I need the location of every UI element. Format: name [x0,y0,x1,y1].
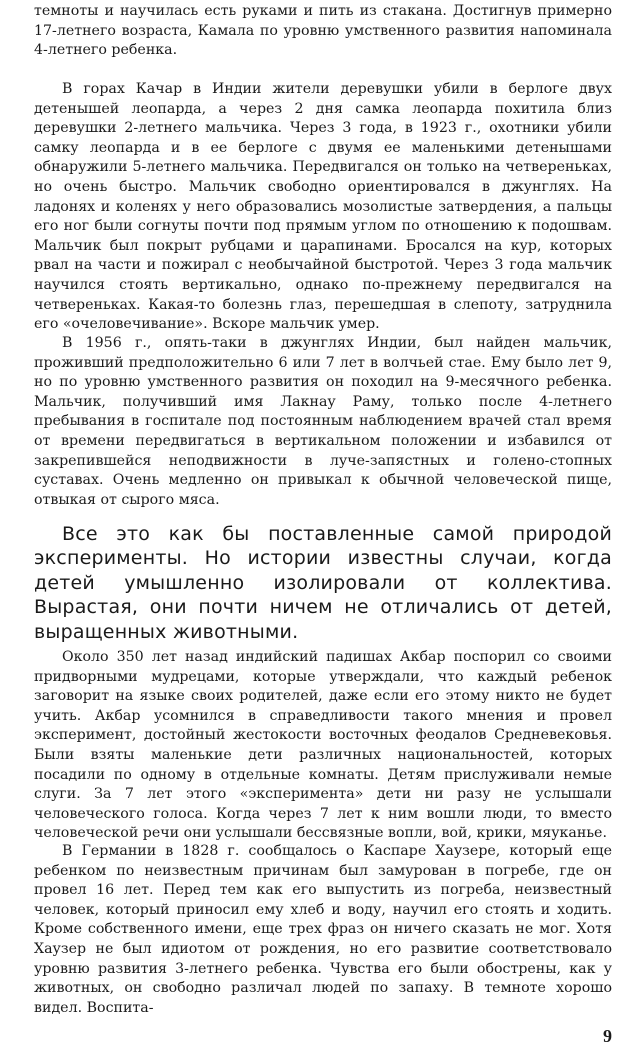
paragraph-kachar-boy: В горах Качар в Индии жители деревушки убили в берлоге двух детенышей леопарда, а через 2 дня самка леопарда похитила близ деревушки 2-летнего мальчика. Через 3 года, в 1923 г., охотники убили самку леопарда и в ее берлоге с двумя ее маленькими детенышами обнаружили 5-летнего мальчика. Передвигался он только на четвереньках, но очень быстро. Мальчик свободно ориентировался в джунглях. На ладонях и коленях у него образовались мозолистые затвердения, а пальцы его ног были согнуты почти под прямым углом по отношению к подошвам. Мальчик был покрыт рубцами и царапинами. Бросался на кур, которых рвал на части и пожирал с необычайной быстротой. Через 3 года мальчик научился стоять вертикально, однако по-прежнему передвигался на четвереньках. Какая-то болезнь глаз, перешедшая в слепоту, затруднила его «очеловечивание». Вскоре мальчик умер. [34,81,612,333]
highlight-paragraph: Все это как бы поставленные самой природой эксперименты. Но истории известны случаи, когда детей умышленно изолировали от коллектива. Вырастая, они почти ничем не отличались от детей, выращенных животными. [34,523,612,643]
paragraph-lucknow-ramu: В 1956 г., опять-таки в джунглях Индии, был найден мальчик, проживший предположительно 6 или 7 лет в волчьей стае. Ему было лет 9, но по уровню умственного развития он походил на 9-месячного ребенка. Мальчик, получивший имя Лакнау Раму, только после 4-летнего пребывания в госпитале под постоянным наблюдением врачей стал время от времени передвигаться в вертикальном положении и избавился от закрепившейся неподвижности в луче-запястных и голено-стопных суставах. Очень медленно он привыкал к обычной человеческой пище, отвыкая от сырого мяса. [34,335,612,508]
paragraph-kaspar-hauser: В Германии в 1828 г. сообщалось о Каспаре Хаузере, который еще ребенком по неизвестным причинам был замурован в погребе, где он провел 16 лет. Перед тем как его выпустить из погреба, неизвестный человек, который приносил ему хлеб и воду, научил его стоять и ходить. Кроме собственного имени, еще трех фраз он ничего сказать не мог. Хотя Хаузер не был идиотом от рождения, но его развитие соответствовало уровню развития 3-летнего ребенка. Чувства его были обострены, как у животных, он свободно различал людей по запаху. В темноте хорошо видел. Воспита- [34,843,612,1016]
paragraph-akbar-experiment: Около 350 лет назад индийский падишах Акбар поспорил со своими придворными мудрецами, которые утверждали, что каждый ребенок заговорит на языке своих родителей, даже если его этому никто не будет учить. Акбар усомнился в справедливости такого мнения и провел эксперимент, достойный жестокости восточных феодалов Средневековья. Были взяты маленькие дети различных национальностей, которых посадили по одному в отдельные комнаты. Детям прислуживали немые слуги. За 7 лет этого «эксперимента» дети ни разу не услышали человеческого голоса. Когда через 7 лет к ним вошли люди, то вместо человеческой речи они услышали бессвязные вопли, вой, крики, мяуканье. [34,649,612,842]
paragraph-continuation: темноты и научилась есть руками и пить из стакана. Достигнув примерно 17-летнего возраста, Камала по уровню умственного развития напоминала 4-летнего ребенка. [34,3,612,59]
page-number: 9 [603,1026,612,1046]
